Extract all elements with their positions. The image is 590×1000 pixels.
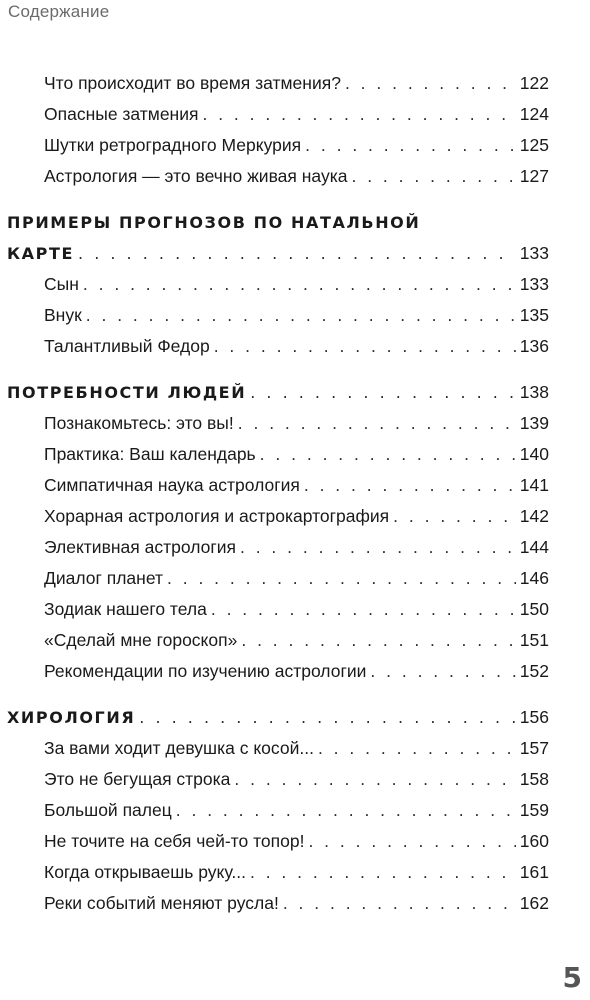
toc-entry-page: 127 [519, 166, 549, 186]
toc-entry-page: 162 [519, 893, 549, 913]
toc-entry-title: Реки событий меняют русла! [44, 893, 279, 913]
running-header: Содержание [8, 2, 110, 21]
toc-entry-title: «Сделай мне гороскоп» [44, 630, 238, 650]
toc-entry[interactable] [7, 439, 549, 470]
section-heading-title: КАРТЕ [7, 244, 75, 263]
toc-entry-title: За вами ходит девушка с косой... [44, 738, 314, 758]
dot-leader [304, 470, 516, 501]
section-gap [7, 687, 549, 702]
toc-entry[interactable] [7, 68, 549, 99]
section-gap [7, 362, 549, 377]
toc-entry-page: 141 [519, 475, 549, 495]
toc-entry-title: Внук [44, 305, 82, 325]
toc-entry-page: 140 [519, 444, 549, 464]
toc-entry-title: Опасные затмения [44, 104, 199, 124]
dot-leader [241, 625, 515, 656]
dot-leader [176, 795, 516, 826]
toc-entry-title: Не точите на себя чей-то топор! [44, 831, 305, 851]
toc-entry[interactable] [7, 795, 549, 826]
dot-leader [393, 501, 516, 532]
page-number: 5 [562, 961, 582, 994]
toc-entry[interactable] [7, 331, 549, 362]
toc-entry[interactable] [7, 625, 549, 656]
section-heading[interactable] [7, 377, 549, 408]
toc-entry-page: 158 [519, 769, 549, 789]
toc-entry-page: 157 [519, 738, 549, 758]
toc-entry-page: 161 [519, 862, 549, 882]
toc-entry-title: Сын [44, 274, 79, 294]
dot-leader [234, 764, 515, 795]
dot-leader [78, 238, 516, 269]
toc-entry-title: Большой палец [44, 800, 172, 820]
toc-entry-title: Познакомьтесь: это вы! [44, 413, 234, 433]
dot-leader [318, 733, 516, 764]
toc-entry-title: Рекомендации по изучению астрологии [44, 661, 367, 681]
dot-leader [202, 99, 515, 130]
dot-leader [283, 888, 516, 919]
dot-leader [211, 594, 516, 625]
toc-entry-page: 160 [519, 831, 549, 851]
toc-entry-page: 159 [519, 800, 549, 820]
toc-entry-title: Симпатичная наука астрология [44, 475, 300, 495]
dot-leader [86, 300, 516, 331]
section-heading-page: 138 [519, 382, 549, 402]
dot-leader [260, 439, 516, 470]
toc-entry-title: Талантливый Федор [44, 336, 210, 356]
toc-entry-title: Диалог планет [44, 568, 163, 588]
toc-entry-page: 125 [519, 135, 549, 155]
toc-entry[interactable] [7, 594, 549, 625]
dot-leader [214, 331, 516, 362]
section-heading-title: ПОТРЕБНОСТИ ЛЮДЕЙ [7, 383, 247, 402]
toc-entry[interactable] [7, 826, 549, 857]
toc-entry[interactable] [7, 99, 549, 130]
dot-leader [240, 532, 516, 563]
section-heading-page: 156 [519, 707, 549, 727]
dot-leader [167, 563, 516, 594]
toc-entry-title: Астрология — это вечно живая наука [44, 166, 348, 186]
toc-entry-page: 151 [519, 630, 549, 650]
toc-entry-title: Это не бегущая строка [44, 769, 231, 789]
dot-leader [345, 68, 516, 99]
toc-entry-page: 146 [519, 568, 549, 588]
dot-leader [238, 408, 516, 439]
toc-entry-title: Элективная астрология [44, 537, 236, 557]
toc-entry-page: 142 [519, 506, 549, 526]
table-of-contents [7, 68, 549, 919]
toc-entry-page: 133 [519, 274, 549, 294]
toc-entry-page: 144 [519, 537, 549, 557]
dot-leader [83, 269, 516, 300]
toc-entry[interactable] [7, 532, 549, 563]
toc-entry-page: 136 [519, 336, 549, 356]
toc-entry-page: 124 [519, 104, 549, 124]
toc-entry[interactable] [7, 269, 549, 300]
toc-entry[interactable] [7, 130, 549, 161]
section-gap [7, 192, 549, 207]
section-heading[interactable] [7, 238, 549, 269]
dot-leader [351, 161, 515, 192]
toc-entry-title: Когда открываешь руку... [44, 862, 246, 882]
toc-entry-page: 135 [519, 305, 549, 325]
toc-entry[interactable] [7, 656, 549, 687]
section-heading-title: ХИРОЛОГИЯ [7, 708, 136, 727]
toc-entry-page: 152 [519, 661, 549, 681]
toc-entry-page: 122 [519, 73, 549, 93]
toc-entry[interactable] [7, 501, 549, 532]
toc-entry-title: Практика: Ваш календарь [44, 444, 256, 464]
toc-entry-title: Зодиак нашего тела [44, 599, 207, 619]
toc-entry[interactable] [7, 764, 549, 795]
dot-leader [250, 857, 516, 888]
dot-leader [308, 826, 515, 857]
toc-entry[interactable] [7, 733, 549, 764]
toc-entry-title: Хорарная астрология и астрокартография [44, 506, 390, 526]
section-heading-line[interactable]: ПРИМЕРЫ ПРОГНОЗОВ ПО НАТАЛЬНОЙ [7, 213, 421, 232]
toc-entry-title: Что происходит во время затмения? [44, 73, 341, 93]
toc-entry[interactable] [7, 857, 549, 888]
toc-entry-title: Шутки ретроградного Меркурия [44, 135, 302, 155]
toc-entry[interactable] [7, 563, 549, 594]
toc-entry-page: 139 [519, 413, 549, 433]
toc-entry[interactable] [7, 470, 549, 501]
dot-leader [139, 702, 516, 733]
toc-entry[interactable] [7, 408, 549, 439]
section-heading-page: 133 [519, 243, 549, 263]
dot-leader [250, 377, 516, 408]
toc-entry-page: 150 [519, 599, 549, 619]
dot-leader [370, 656, 515, 687]
toc-entry[interactable] [7, 888, 549, 919]
toc-entry[interactable] [7, 161, 549, 192]
section-heading[interactable] [7, 702, 549, 733]
dot-leader [305, 130, 516, 161]
toc-entry[interactable] [7, 300, 549, 331]
